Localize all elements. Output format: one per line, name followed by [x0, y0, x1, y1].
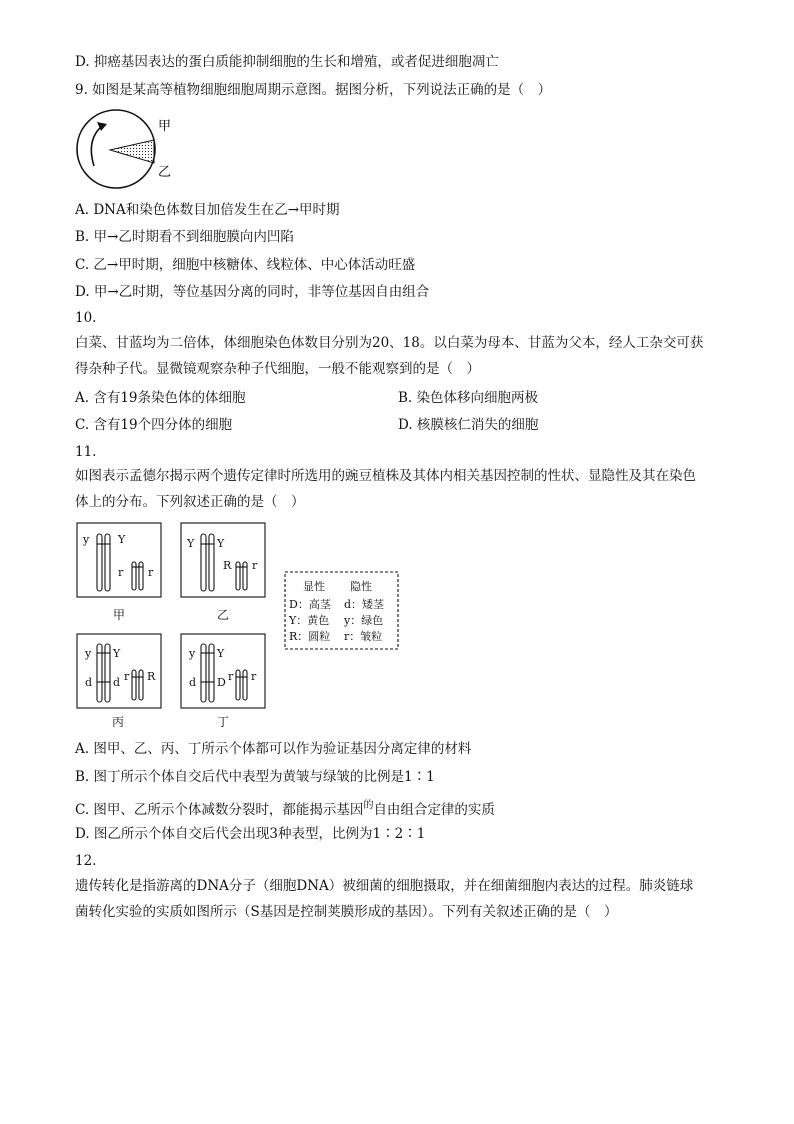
svg-text:y：绿色: y：绿色	[344, 614, 384, 627]
svg-text:r: r	[251, 670, 257, 683]
q11-option-c-superscript: 的	[363, 800, 374, 811]
svg-text:r: r	[148, 566, 154, 579]
chromosome	[243, 670, 247, 700]
svg-text:R: R	[223, 559, 232, 572]
svg-text:D: D	[217, 676, 226, 689]
chromosome	[243, 562, 247, 590]
q9-option-a: A. DNA和染色体数目加倍发生在乙→甲时期	[75, 202, 340, 218]
svg-text:R: R	[147, 670, 156, 683]
q10-option-c: C. 含有19个四分体的细胞	[75, 417, 233, 433]
q10-stem-line1: 白菜、甘蓝均为二倍体，体细胞染色体数目分别为20、18。以白菜为母本、甘蓝为父本，经人工杂交可获	[75, 335, 704, 351]
svg-text:Y: Y	[118, 533, 126, 546]
q11-option-b: B. 图丁所示个体自交后代中表型为黄皱与绿皱的比例是1∶1	[75, 769, 435, 785]
q10-option-b: B. 染色体移向细胞两极	[398, 390, 539, 406]
q12-stem-line2: 菌转化实验的实质如图所示（S基因是控制荚膜形成的基因）。下列有关叙述正确的是（ ）	[75, 904, 618, 920]
q10-number: 10.	[75, 310, 97, 326]
chromosome	[236, 670, 240, 700]
q10-option-a: A. 含有19条染色体的体细胞	[75, 390, 246, 406]
q12-number: 12.	[75, 853, 97, 869]
chromosome	[139, 670, 143, 700]
q8-option-d: D. 抑癌基因表达的蛋白质能抑制细胞的生长和增殖，或者促进细胞凋亡	[75, 54, 499, 70]
q10-stem-line2: 得杂种子代。显微镜观察杂种子代细胞，一般不能观察到的是（ ）	[75, 361, 480, 377]
q9-option-b: B. 甲→乙时期看不到细胞膜向内凹陷	[75, 229, 294, 245]
label-yi: 乙	[158, 165, 172, 180]
svg-text:y: y	[85, 647, 92, 660]
svg-text:D：高茎: D：高茎	[289, 598, 331, 611]
panel-caption-jia: 甲	[113, 608, 126, 622]
chromosome-figure	[74, 520, 404, 732]
chromosome	[105, 534, 110, 591]
q11-number: 11.	[75, 444, 97, 460]
svg-text:Y: Y	[113, 647, 121, 660]
svg-text:Y: Y	[187, 537, 195, 550]
panel-caption-bing: 丙	[112, 715, 125, 729]
q12-stem-line1: 遗传转化是指游离的DNA分子（细胞DNA）被细菌的细胞摄取，并在细菌细胞内表达的过程。肺炎链球	[75, 878, 694, 894]
legend-header-recessive: 隐性	[350, 580, 372, 593]
svg-text:r: r	[228, 670, 234, 683]
panel-caption-yi: 乙	[217, 608, 230, 622]
cell-cycle-sector	[110, 140, 154, 163]
q9-option-d: D. 甲→乙时期，等位基因分离的同时，非等位基因自由组合	[75, 284, 430, 300]
chromosome	[132, 670, 136, 700]
svg-text:Y：黄色: Y：黄色	[289, 614, 330, 627]
svg-text:d: d	[113, 676, 121, 689]
svg-text:r：皱粒: r：皱粒	[344, 630, 383, 643]
svg-text:Y: Y	[217, 647, 225, 660]
cycle-direction-arrow	[91, 126, 102, 166]
chromosome	[236, 562, 240, 590]
svg-text:r: r	[124, 670, 130, 683]
svg-text:R：圆粒: R：圆粒	[289, 630, 331, 643]
q10-option-d: D. 核膜核仁消失的细胞	[398, 417, 539, 433]
svg-text:d：矮茎: d：矮茎	[344, 598, 385, 611]
svg-text:d: d	[189, 676, 197, 689]
svg-text:d: d	[85, 676, 93, 689]
q11-option-d: D. 图乙所示个体自交后代会出现3种表型，比例为1∶2∶1	[75, 826, 426, 842]
svg-text:r: r	[252, 559, 258, 572]
panel-caption-ding: 丁	[217, 715, 230, 729]
label-jia: 甲	[158, 119, 172, 134]
chromosome	[201, 534, 206, 591]
svg-text:r: r	[118, 566, 124, 579]
legend-header-dominant: 显性	[303, 580, 325, 593]
q11-option-a: A. 图甲、乙、丙、丁所示个体都可以作为验证基因分离定律的材料	[75, 741, 472, 757]
chromosome	[209, 534, 214, 591]
chromosome	[132, 562, 136, 590]
q9-stem: 9. 如图是某高等植物细胞细胞周期示意图。据图分析，下列说法正确的是（ ）	[75, 82, 552, 98]
q11-stem-line2: 体上的分布。下列叙述正确的是（ ）	[75, 494, 305, 510]
chromosome	[97, 534, 102, 591]
svg-text:Y: Y	[217, 537, 225, 550]
q11-stem-line1: 如图表示孟德尔揭示两个遗传定律时所选用的豌豆植株及其体内相关基因控制的性状、显隐性及其在染色	[75, 468, 696, 484]
q9-option-c: C. 乙→甲时期，细胞中核糖体、线粒体、中心体活动旺盛	[75, 257, 416, 273]
chromosome	[139, 562, 143, 590]
svg-text:y: y	[83, 533, 90, 546]
svg-text:y: y	[189, 647, 196, 660]
cell-cycle-figure	[72, 108, 182, 190]
q11-option-c: C. 图甲、乙所示个体减数分裂时，都能揭示基因$^的$自由组合定律的实质	[75, 800, 495, 818]
